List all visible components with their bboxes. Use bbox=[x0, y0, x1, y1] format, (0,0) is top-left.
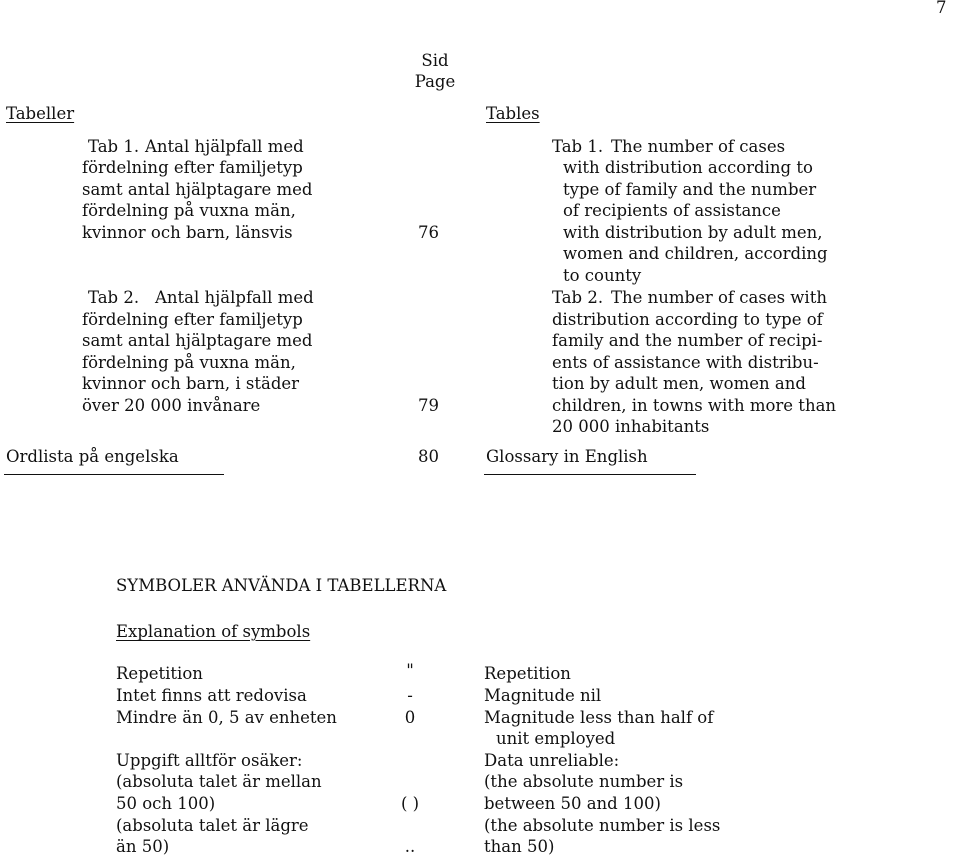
symbol-sv-text: (absoluta talet är lägre bbox=[116, 816, 309, 835]
symbol-en-text: (the absolute number is less bbox=[484, 816, 721, 835]
left-tab1-line: fördelning på vuxna män, bbox=[82, 201, 296, 220]
right-tab2-line: 20 000 inhabitants bbox=[552, 417, 710, 436]
ordlista-label: Ordlista på engelska bbox=[6, 447, 179, 466]
right-tab1-line: The number of cases bbox=[611, 137, 786, 156]
left-tab1-label: Tab 1. bbox=[88, 137, 140, 156]
symbol-mark: " bbox=[406, 661, 414, 680]
right-tab1-line: to county bbox=[563, 266, 642, 285]
symbol-en-text: unit employed bbox=[496, 729, 616, 748]
symbol-sv-text: 50 och 100) bbox=[116, 794, 216, 813]
left-tab2-label: Tab 2. bbox=[88, 288, 140, 307]
symbol-sv-text: än 50) bbox=[116, 837, 170, 856]
symbol-sv-text: Intet finns att redovisa bbox=[116, 686, 307, 705]
right-tab1-line: with distribution according to bbox=[563, 158, 813, 177]
left-tab2-line: Antal hjälpfall med bbox=[155, 288, 314, 307]
glossary-label: Glossary in English bbox=[486, 447, 648, 466]
ordlista-page: 80 bbox=[418, 447, 439, 466]
ordlista-underline bbox=[4, 474, 224, 475]
right-tab2-label: Tab 2. bbox=[552, 288, 604, 307]
symbol-en-text: than 50) bbox=[484, 837, 555, 856]
symbol-en-text: (the absolute number is bbox=[484, 772, 684, 791]
tables-heading: Tables bbox=[486, 104, 540, 123]
tabeller-heading: Tabeller bbox=[6, 104, 75, 123]
symbols-subtitle: Explanation of symbols bbox=[116, 622, 311, 641]
symbol-sv-text: Repetition bbox=[116, 664, 203, 683]
left-tab1-line: samt antal hjälptagare med bbox=[82, 180, 313, 199]
right-tab2-line: tion by adult men, women and bbox=[552, 374, 806, 393]
symbol-en-text: Magnitude less than half of bbox=[484, 708, 714, 727]
symbol-en-text: Repetition bbox=[484, 664, 571, 683]
right-tab1-line: type of family and the number bbox=[563, 180, 817, 199]
right-tab2-line: family and the number of recipi- bbox=[552, 331, 823, 350]
right-tab1-line: women and children, according bbox=[563, 244, 828, 263]
left-tab2-line: fördelning på vuxna män, bbox=[82, 353, 296, 372]
symbol-en-text: Data unreliable: bbox=[484, 751, 620, 770]
symbol-sv-text: (absoluta talet är mellan bbox=[116, 772, 322, 791]
right-tab2-line: ents of assistance with distribu- bbox=[552, 353, 819, 372]
left-tab2-page: 79 bbox=[418, 396, 439, 415]
right-tab2-line: distribution according to type of bbox=[552, 310, 823, 329]
right-tab1-label: Tab 1. bbox=[552, 137, 604, 156]
left-tab2-line: över 20 000 invånare bbox=[82, 396, 261, 415]
left-tab1-line: Antal hjälpfall med bbox=[145, 137, 304, 156]
left-tab1-line: kvinnor och barn, länsvis bbox=[82, 223, 293, 242]
symbol-en-text: Magnitude nil bbox=[484, 686, 602, 705]
left-tab2-line: kvinnor och barn, i städer bbox=[82, 374, 300, 393]
page-heading: Page bbox=[414, 72, 456, 91]
symbol-mark: 0 bbox=[404, 708, 416, 727]
left-tab1-page: 76 bbox=[418, 223, 439, 242]
symbol-mark: - bbox=[407, 686, 413, 705]
symbol-mark: .. bbox=[404, 837, 416, 856]
glossary-underline bbox=[484, 474, 696, 475]
left-tab2-line: samt antal hjälptagare med bbox=[82, 331, 313, 350]
page-number: 7 bbox=[936, 0, 947, 17]
right-tab1-line: with distribution by adult men, bbox=[563, 223, 823, 242]
right-tab2-line: The number of cases with bbox=[611, 288, 827, 307]
symbol-en-text: between 50 and 100) bbox=[484, 794, 661, 813]
right-tab1-line: of recipients of assistance bbox=[563, 201, 781, 220]
sid-heading: Sid bbox=[421, 51, 449, 70]
left-tab1-line: fördelning efter familjetyp bbox=[82, 158, 303, 177]
symbol-sv-text: Uppgift alltför osäker: bbox=[116, 751, 303, 770]
right-tab2-line: children, in towns with more than bbox=[552, 396, 837, 415]
symbols-title: SYMBOLER ANVÄNDA I TABELLERNA bbox=[116, 576, 447, 595]
symbol-mark: ( ) bbox=[400, 794, 420, 813]
symbol-sv-text: Mindre än 0, 5 av enheten bbox=[116, 708, 337, 727]
left-tab2-line: fördelning efter familjetyp bbox=[82, 310, 303, 329]
